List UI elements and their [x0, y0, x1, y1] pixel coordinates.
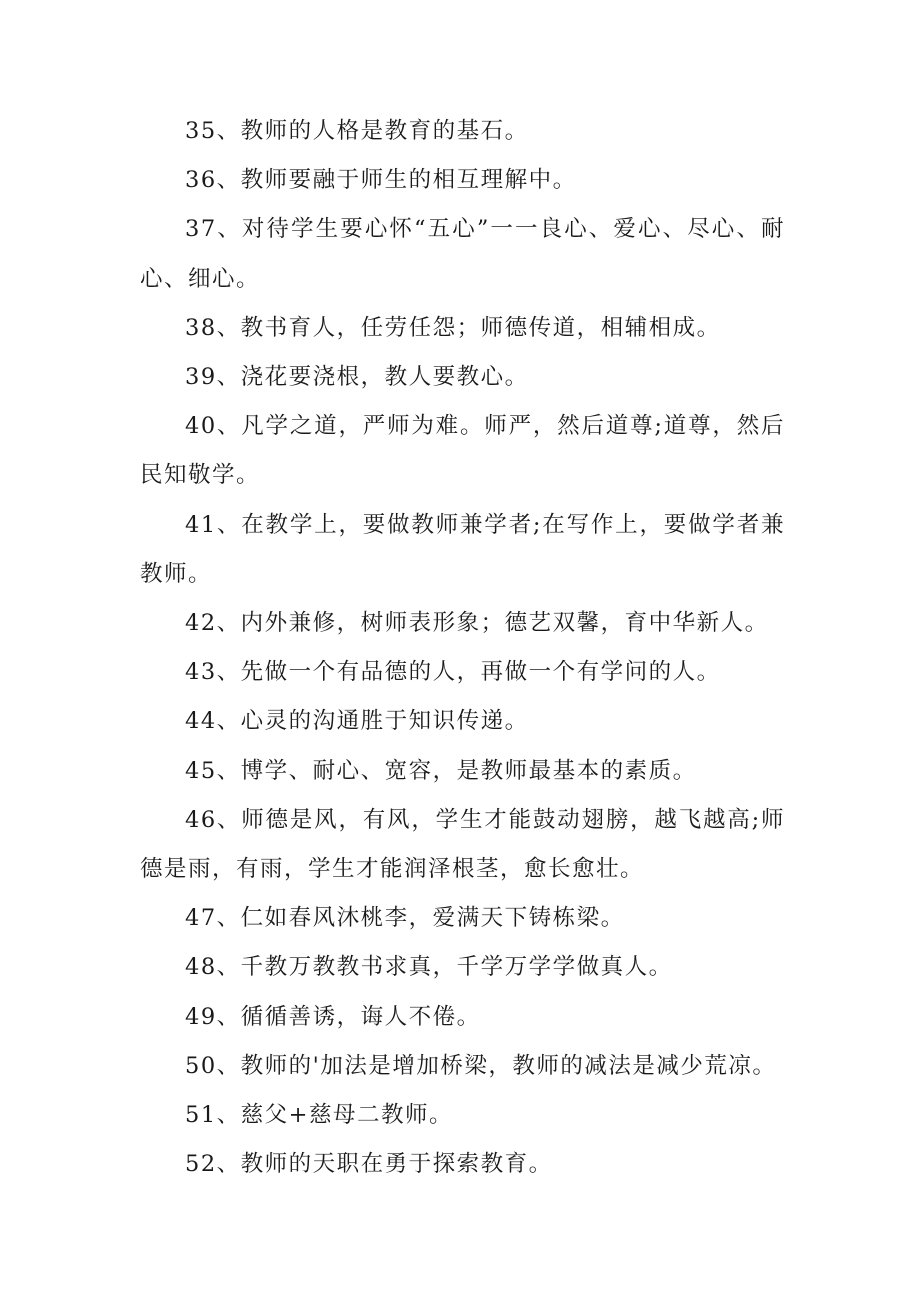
paragraph-40: 40、凡学之道，严师为难。师严，然后道尊;道尊，然后民知敬学。	[140, 413, 785, 489]
paragraph-36: 36、教师要融于师生的相互理解中。	[185, 167, 577, 194]
paragraph-45: 45、博学、耐心、宽容，是教师最基本的素质。	[185, 757, 697, 784]
paragraph-41: 41、在教学上，要做教师兼学者;在写作上，要做学者兼教师。	[140, 511, 785, 587]
paragraph-51: 51、慈父+慈母二教师。	[185, 1102, 453, 1129]
paragraph-38: 38、教书育人，任劳任怨；师德传道，相辅相成。	[185, 314, 721, 341]
paragraph-35: 35、教师的人格是教育的基石。	[185, 118, 529, 144]
paragraph-42: 42、内外兼修，树师表形象；德艺双馨，育中华新人。	[185, 610, 769, 637]
paragraph-46: 46、师德是风，有风，学生才能鼓动翅膀，越飞越高;师德是雨，有雨，学生才能润泽根茎，愈长愈壮。	[140, 806, 785, 883]
paragraph-43: 43、先做一个有品德的人，再做一个有学问的人。	[185, 659, 721, 686]
paragraph-52: 52、教师的天职在勇于探索教育。	[185, 1151, 553, 1178]
paragraph-37: 37、对待学生要心怀“五心”一一良心、爱心、尽心、耐心、细心。	[140, 216, 785, 292]
paragraph-49: 49、循循善诱，诲人不倦。	[185, 1003, 481, 1030]
paragraph-48: 48、千教万教教书求真，千学万学学做真人。	[185, 954, 673, 981]
paragraph-44: 44、心灵的沟通胜于知识传递。	[185, 708, 529, 735]
document-body	[140, 107, 785, 1189]
paragraph-47: 47、仁如春风沐桃李，爱满天下铸栋梁。	[185, 905, 625, 932]
paragraph-39: 39、浇花要浇根，教人要教心。	[185, 364, 529, 391]
paragraph-50: 50、教师的'加法是增加桥梁，教师的减法是减少荒凉。	[185, 1052, 777, 1079]
